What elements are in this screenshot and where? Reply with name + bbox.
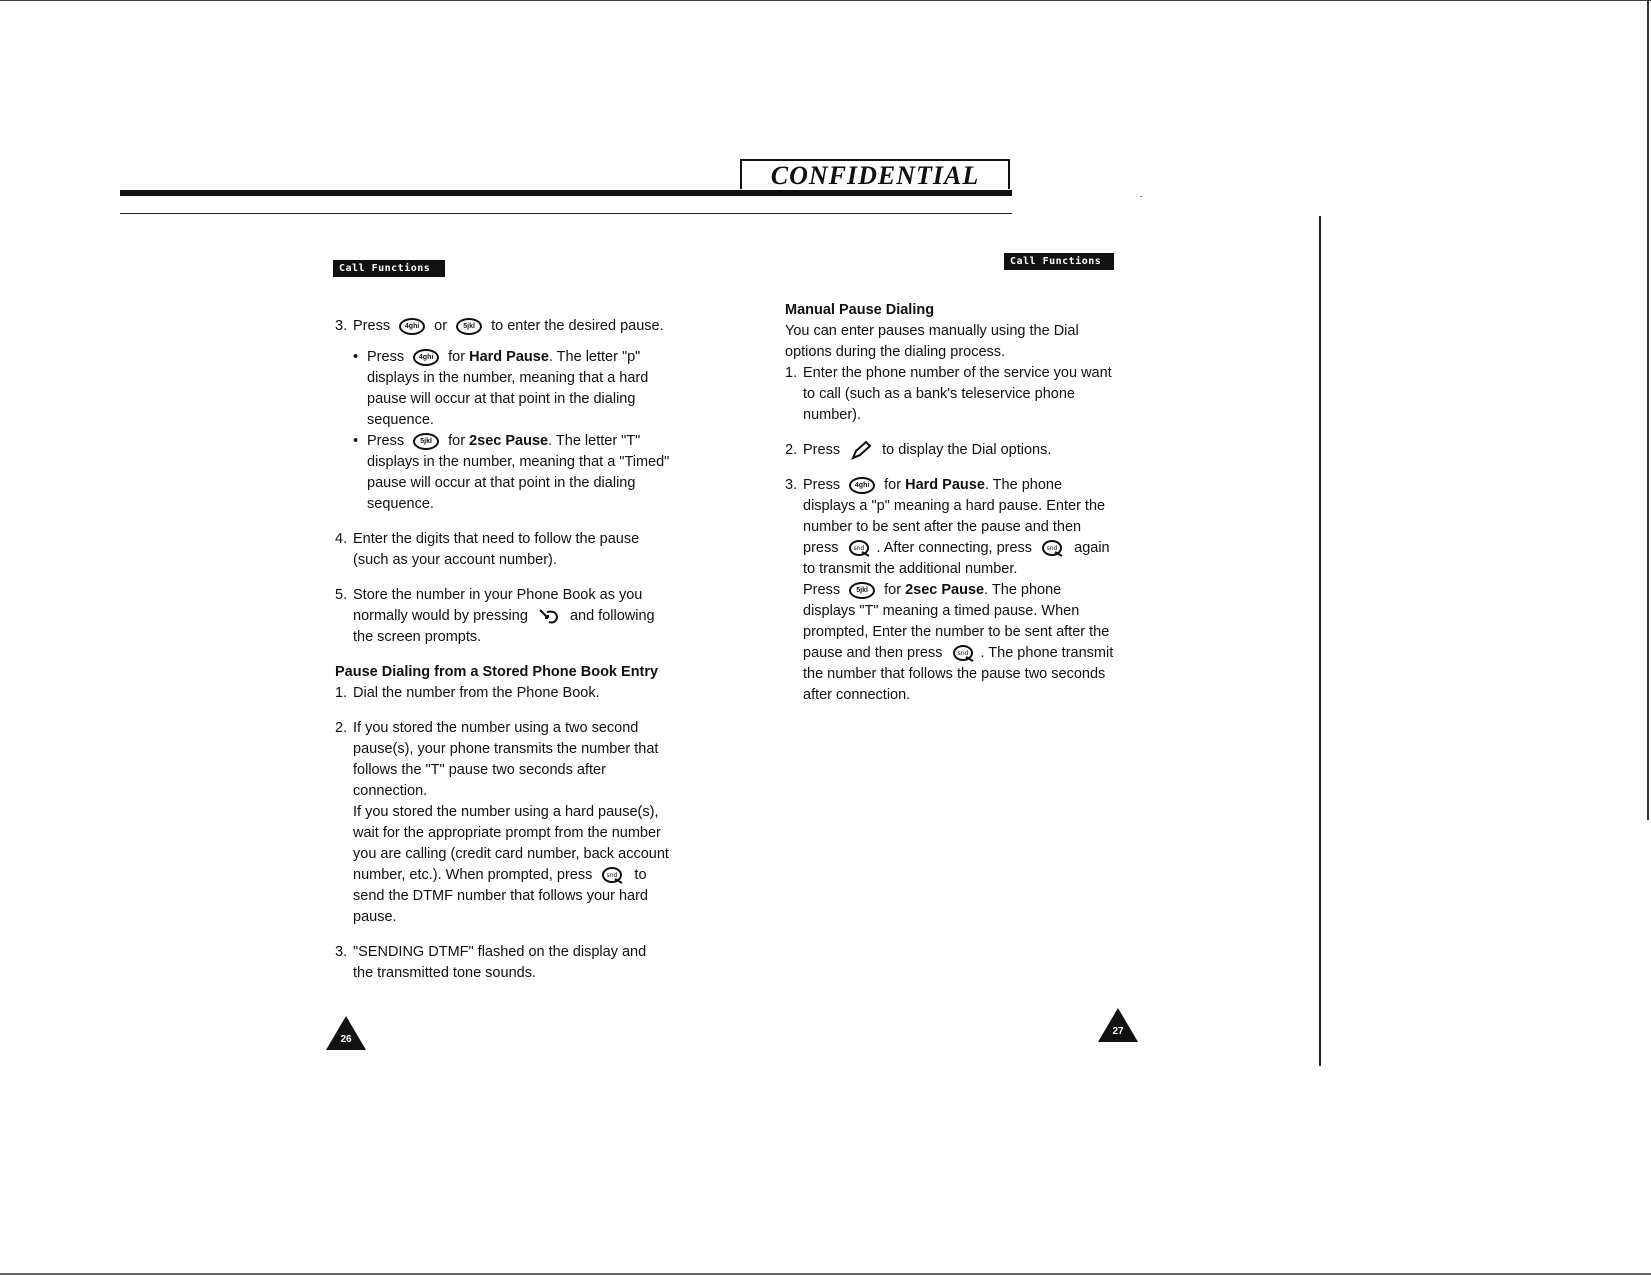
step-text: Store the number in your Phone Book as you normally would by pressing <box>353 587 643 624</box>
page-bottom-edge <box>0 1273 1651 1275</box>
step-number: 3. <box>335 318 348 334</box>
step-number: 3. <box>785 477 798 493</box>
step-text: to display the Dial options. <box>882 442 1052 458</box>
step-number: 1. <box>335 685 348 701</box>
header-thick-rule <box>120 190 1012 196</box>
left-page-content <box>335 316 670 998</box>
step-text: Press <box>803 582 841 598</box>
key-5-icon: 5jkl <box>456 318 482 335</box>
page-number-right: 27 <box>1112 1026 1124 1037</box>
manual-pause-intro: You can enter pauses manually using the Dial options during the dialing process. <box>785 323 1079 360</box>
bullet-text: Press <box>367 433 405 449</box>
store-key-icon <box>537 606 561 626</box>
2sec-pause-note <box>803 580 1115 706</box>
key-5-icon: 5jkl <box>413 433 439 450</box>
step-text: Enter the digits that need to follow the pause (such as your account number). <box>353 531 640 568</box>
2sec-pause-label: 2sec Pause <box>469 433 549 449</box>
edit-pen-icon <box>849 440 873 460</box>
header-thin-rule <box>120 213 1012 214</box>
2sec-pause-label: 2sec Pause <box>905 582 985 598</box>
step-number: 1. <box>785 365 798 381</box>
bullet-text: for <box>448 349 466 365</box>
section-tab-left: Call Functions <box>333 260 445 277</box>
bullet-hard-pause <box>353 347 670 431</box>
page-number-left: 26 <box>340 1034 352 1045</box>
right-page-content <box>785 300 1115 720</box>
step-text: Press <box>803 477 841 493</box>
step-text: . After connecting, press <box>876 540 1033 556</box>
step-text: Press <box>803 442 841 458</box>
send-key-icon <box>952 643 976 663</box>
key-4-icon: 4ghi <box>413 349 439 366</box>
step-text: for <box>884 582 902 598</box>
manual-step-1 <box>785 363 1115 426</box>
step-text: again to transmit the additional number. <box>803 540 1110 577</box>
step-text: . The phone displays a "p" meaning a hard pause. Enter the number to be sent after the pause and then press <box>803 477 1106 556</box>
section-heading-stored-entry: Pause Dialing from a Stored Phone Book Entry <box>335 664 659 680</box>
scan-speck <box>1140 196 1142 197</box>
step-number: 2. <box>785 442 798 458</box>
pause-type-bullets <box>353 347 670 515</box>
key-4-icon: 4ghi <box>849 477 875 494</box>
page-divider-line <box>1319 216 1321 1066</box>
bullet-dot: • <box>353 433 359 449</box>
key-4-icon: 4ghi <box>399 318 425 335</box>
step-text: or <box>434 318 448 334</box>
bullet-2sec-pause <box>353 431 670 515</box>
step-text: Press <box>353 318 391 334</box>
step-text: . The phone displays "T" meaning a timed pause. When prompted, Enter the number to be sent after the pause and then press <box>803 582 1110 661</box>
step-text: . The phone transmit the number that follows the pause two seconds after connection. <box>803 645 1114 703</box>
stored-step-2 <box>335 718 670 928</box>
bullet-text: . The letter "p" displays in the number, meaning that a hard pause will occur at that point in the dialing sequence. <box>367 349 649 428</box>
step-5-store-number <box>335 585 670 648</box>
step-4-enter-digits <box>335 529 670 571</box>
stored-step-3 <box>335 942 670 984</box>
bullet-text: Press <box>367 349 405 365</box>
svg-text:snd: snd <box>853 545 864 553</box>
bullet-text: . The letter "T" displays in the number, meaning that a "Timed" pause will occur at that point in the dialing sequence. <box>367 433 670 512</box>
bullet-dot: • <box>353 349 359 365</box>
manual-step-3 <box>785 475 1115 706</box>
stored-step-1 <box>335 683 670 704</box>
svg-text:snd: snd <box>1046 545 1058 553</box>
hard-pause-note <box>353 802 670 928</box>
page-right-edge <box>1647 0 1649 820</box>
step-text: If you stored the number using a two second pause(s), your phone transmits the number that follows the "T" pause two seconds after connection. <box>353 720 659 799</box>
page-top-border <box>0 0 1651 1</box>
step-text: Enter the phone number of the service you want to call (such as a bank's teleservice phone number). <box>803 365 1112 423</box>
hard-pause-label: Hard Pause <box>469 349 549 365</box>
step-text: to send the DTMF number that follows your hard pause. <box>353 867 648 925</box>
key-5-icon: 5jkl <box>849 582 875 599</box>
bullet-text: for <box>448 433 466 449</box>
step-number: 2. <box>335 720 348 736</box>
step-text: and following the screen prompts. <box>353 608 655 645</box>
hard-pause-label: Hard Pause <box>905 477 985 493</box>
step-text: for <box>884 477 902 493</box>
confidential-stamp: CONFIDENTIAL <box>740 159 1010 189</box>
step-text: to enter the desired pause. <box>491 318 664 334</box>
step-3-press-keys <box>335 316 670 515</box>
step-text: "SENDING DTMF" flashed on the display and the transmitted tone sounds. <box>353 944 647 981</box>
svg-text:snd: snd <box>607 872 618 880</box>
section-tab-right: Call Functions <box>1004 253 1114 270</box>
step-text: If you stored the number using a hard pause(s), wait for the appropriate prompt from the number you are calling (credit card number, back account number, etc.). When prompted, press <box>353 804 669 883</box>
send-key-icon <box>601 865 625 885</box>
step-number: 4. <box>335 531 348 547</box>
svg-text:snd: snd <box>957 650 968 658</box>
step-number: 5. <box>335 587 348 603</box>
step-text: Dial the number from the Phone Book. <box>353 685 600 701</box>
section-heading-manual-pause: Manual Pause Dialing <box>785 302 935 318</box>
send-key-icon <box>848 538 872 558</box>
manual-step-2 <box>785 440 1115 461</box>
send-key-icon <box>1041 538 1065 558</box>
step-number: 3. <box>335 944 348 960</box>
